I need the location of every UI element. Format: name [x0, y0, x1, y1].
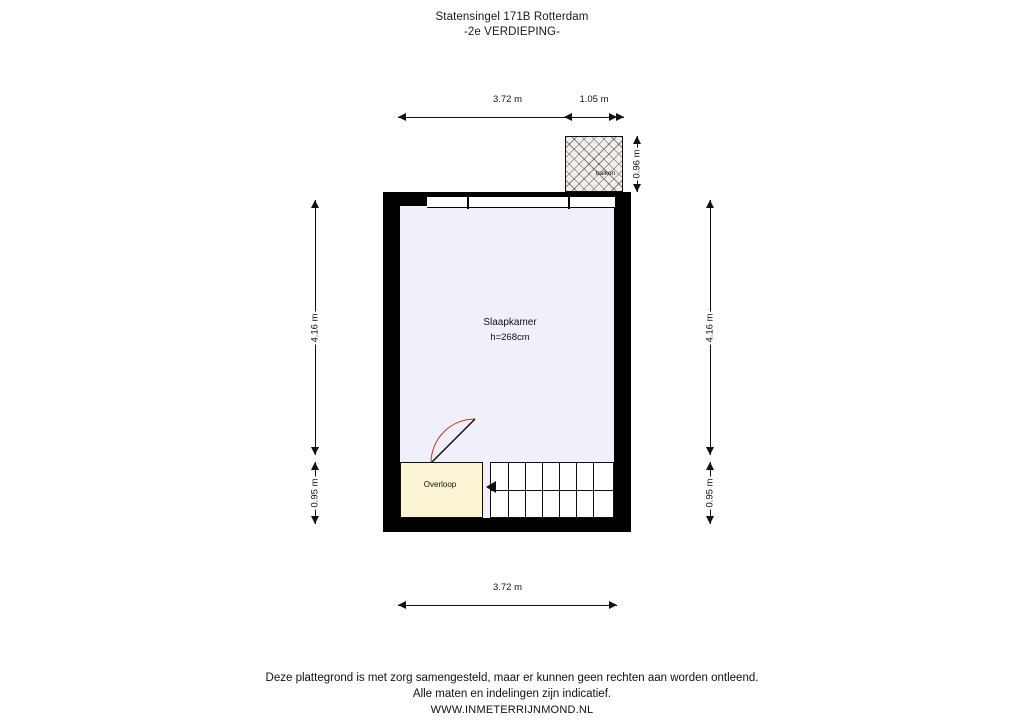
website-url: WWW.INMETERRIJNMOND.NL: [430, 704, 594, 716]
dimension-label: 0.96 m: [631, 149, 643, 179]
title-floor: -2e VERDIEPING-: [463, 26, 561, 38]
balcony-label: balkon: [596, 170, 616, 177]
arrow-down-icon: [706, 447, 714, 455]
dimension-left-lower-height: [308, 462, 322, 524]
footer: [0, 670, 1024, 718]
dimension-balcony-depth: [630, 136, 644, 192]
dimension-right-upper-height: [703, 200, 717, 455]
page-title: [0, 10, 1024, 40]
dimension-left-upper-height: [308, 200, 322, 455]
arrow-left-icon: [398, 601, 406, 609]
dimension-line: [564, 117, 624, 118]
stair-center-line: [491, 490, 613, 491]
disclaimer-line-2: Alle maten en indelingen zijn indicatief.: [412, 688, 612, 700]
arrow-up-icon: [311, 462, 319, 470]
arrow-down-icon: [706, 516, 714, 524]
dimension-line: [398, 605, 617, 606]
arrow-up-icon: [311, 200, 319, 208]
staircase: [490, 462, 614, 518]
arrow-up-icon: [706, 200, 714, 208]
arrow-right-icon: [616, 113, 624, 121]
arrow-left-icon: [398, 113, 406, 121]
window-opening: [427, 196, 615, 208]
window-mullion-icon: [568, 193, 570, 209]
slaapkamer-height-label: h=268cm: [490, 332, 530, 343]
arrow-right-icon: [609, 601, 617, 609]
dimension-label: 0.95 m: [309, 478, 321, 508]
dimension-label: 4.16 m: [309, 312, 321, 343]
dimension-label: 3.72 m: [398, 94, 617, 105]
window-mullion-icon: [467, 193, 469, 209]
disclaimer-line-1: Deze plattegrond is met zorg samengesteld, maar er kunnen geen rechten aan worden ontleend.: [265, 672, 759, 684]
dimension-right-lower-height: [703, 462, 717, 524]
arrow-up-icon: [706, 462, 714, 470]
arrow-down-icon: [311, 447, 319, 455]
arrow-down-icon: [311, 516, 319, 524]
door-swing-icon: [430, 418, 476, 464]
dimension-label: 0.95 m: [704, 478, 716, 508]
balcony-area: [565, 136, 623, 192]
dimension-label: 3.72 m: [398, 582, 617, 593]
dimension-balcony-width: [564, 94, 624, 124]
dimension-label: 1.05 m: [564, 94, 624, 105]
arrow-left-icon: [564, 113, 572, 121]
title-address: Statensingel 171B Rotterdam: [435, 11, 589, 23]
dimension-bottom-width: [398, 582, 617, 612]
arrow-down-icon: [633, 184, 641, 192]
dimension-label: 4.16 m: [704, 312, 716, 343]
slaapkamer-label: Slaapkamer: [483, 317, 537, 328]
arrow-up-icon: [633, 136, 641, 144]
overloop-label: Overloop: [423, 480, 457, 489]
stair-direction-arrow-icon: [486, 481, 496, 493]
